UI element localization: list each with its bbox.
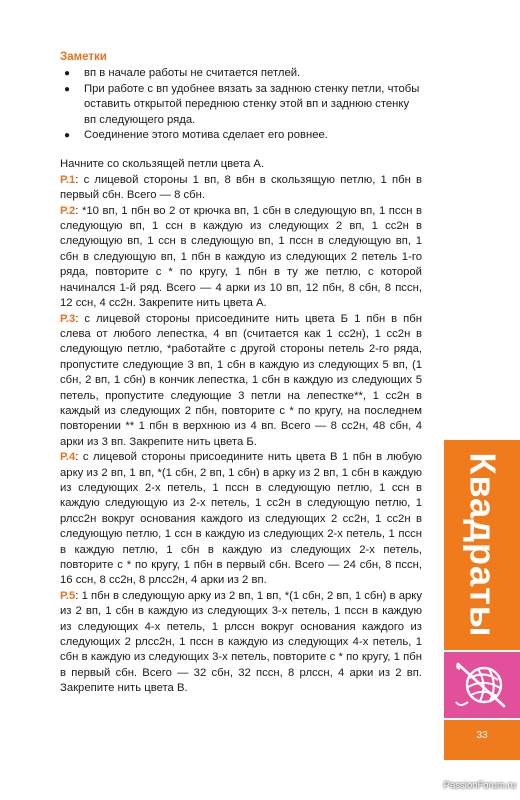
notes-list <box>60 66 422 143</box>
row-text: : с лицевой стороны присоедините нить цвета В 1 пбн в любую арку из 2 вп, 1 вп, *(1 сбн, 2 вп, 1 сбн) в арку из 2 вп, 1 сбн в каждую из следующих 2-х петель, 1 пссн в следующую петлю, 1 ссн в каждую следующую из 2-х петель, 1 сс2н в следующую петлю, 1 рлсс2н вокруг основания каждого из следующих 2 сс2н, 1 сс2н в следующую петлю, 1 ссн в каждую из следующих 2-х петель, 1 пссн в каждую петлю, 1 сбн в каждую из следующих 2-х петель, повторите с * по кругу, 1 пбн в первый сбн. Всего — 24 сбн, 8 пссн, 16 ссн, 8 сс2н, 8 рлсс2н, 4 арки из 2 вп. <box>60 451 422 587</box>
row-label: Р.1 <box>60 173 76 186</box>
chapter-title <box>444 440 520 650</box>
bullet-icon: ● <box>64 130 71 142</box>
row-paragraph <box>60 450 422 589</box>
bullet-icon: ● <box>64 68 71 80</box>
row-paragraph <box>60 589 422 697</box>
row-text: : с лицевой стороны 1 вп, 8 вбн в скользящую петлю, 1 пбн в первый сбн. Всего — 8 сбн. <box>60 173 422 202</box>
notes-item-text: Соединение этого мотива сделает его ровнее. <box>84 129 328 142</box>
row-label: Р.2 <box>60 204 76 217</box>
row-paragraph <box>60 204 422 312</box>
chapter-tab <box>444 440 520 650</box>
page-number: 33 <box>476 730 488 741</box>
bullet-icon: ● <box>64 83 71 95</box>
intro-text: Начните со скользящей петли цвета А. <box>60 158 265 171</box>
row-label: Р.4 <box>60 451 76 464</box>
row-text: : с лицевой стороны присоедините нить цвета Б 1 пбн в пбн слева от любого лепестка, 4 вп (считается как 1 сс2н), 1 сс2н в следующую петлю, *работайте с другой стороны петель 2-го ряда, пропустите следующие 3 вп, 1 сбн в каждую из следующих 5 вп, (1 сбн, 2 вп, 1 сбн) в кончик лепестка, 1 сбн в каждую из следующих 5 петель, пропустите следующие 3 петли на лепестке**, 1 сс2н в каждый из следующих 2 пбн, повторите с * по кругу, на последнем повторении ** 1 пбн в верхнюю из 4 вп. Всего — 8 сс2н, 48 сбн, 4 арки из 3 вп. Закрепите нить цвета Б. <box>60 312 422 448</box>
notes-item <box>60 82 422 128</box>
chapter-title-text: Квадраты <box>462 452 504 638</box>
yarn-ball-with-hook-icon <box>454 658 510 712</box>
row-text: : *10 вп, 1 пбн во 2 от крючка вп, 1 сбн в следующую вп, 1 пссн в следующую вп, 1 ссн в каждую из следующих 2 вп, 1 сс2н в следующую вп, 1 ссн в следующую вп, 1 пссн в следующую вп, 1 сбн в следующую вп, 1 пбн в каждую из следующих 2 петель 1-го ряда, повторите с * по кругу, 1 пбн в ту же петлю, с которой начинался 1-й ряд. Всего — 4 арки из 10 вп, 12 пбн, 8 сбн, 8 пссн, 12 ссн, 4 сс2н. Закрепите нить цвета А. <box>60 204 422 310</box>
notes-item-text: вп в начале работы не считается петлей. <box>84 67 301 80</box>
row-text: : 1 пбн в следующую арку из 2 вп, 1 вп, *(1 сбн, 2 вп, 1 сбн) в арку из 2 вп, 1 сбн в каждую из следующих 3-х петель, 1 пссн в каждую из следующих 4-х петель, 1 рлссн вокруг основания каждого из следующих 2 рлсс2н, 1 пссн в каждую из следующих 4-х петель, 1 сбн в каждую из следующих 3-х петель, повторите с * по кругу, 1 пбн в первый сбн. Всего — 32 сбн, 32 пссн, 8 рлссн, 4 арки из 2 вп. Закрепите нить цвета В. <box>60 589 422 695</box>
notes-item-text: При работе с вп удобнее вязать за заднюю стенку петли, чтобы оставить открытой переднюю стенку этой вп и заднюю стенку вп следующего ряда. <box>84 82 420 126</box>
page-number-box <box>444 720 520 760</box>
row-paragraph <box>60 173 422 204</box>
notes-title: Заметки <box>60 51 107 63</box>
row-label: Р.3 <box>60 312 76 325</box>
notes-item <box>60 66 422 81</box>
notes-item <box>60 128 422 143</box>
chapter-icon-box <box>444 652 520 718</box>
page-text <box>60 50 422 697</box>
watermark: PassionForum.ru <box>443 780 516 791</box>
row-label: Р.5 <box>60 589 76 602</box>
row-paragraph <box>60 312 422 451</box>
